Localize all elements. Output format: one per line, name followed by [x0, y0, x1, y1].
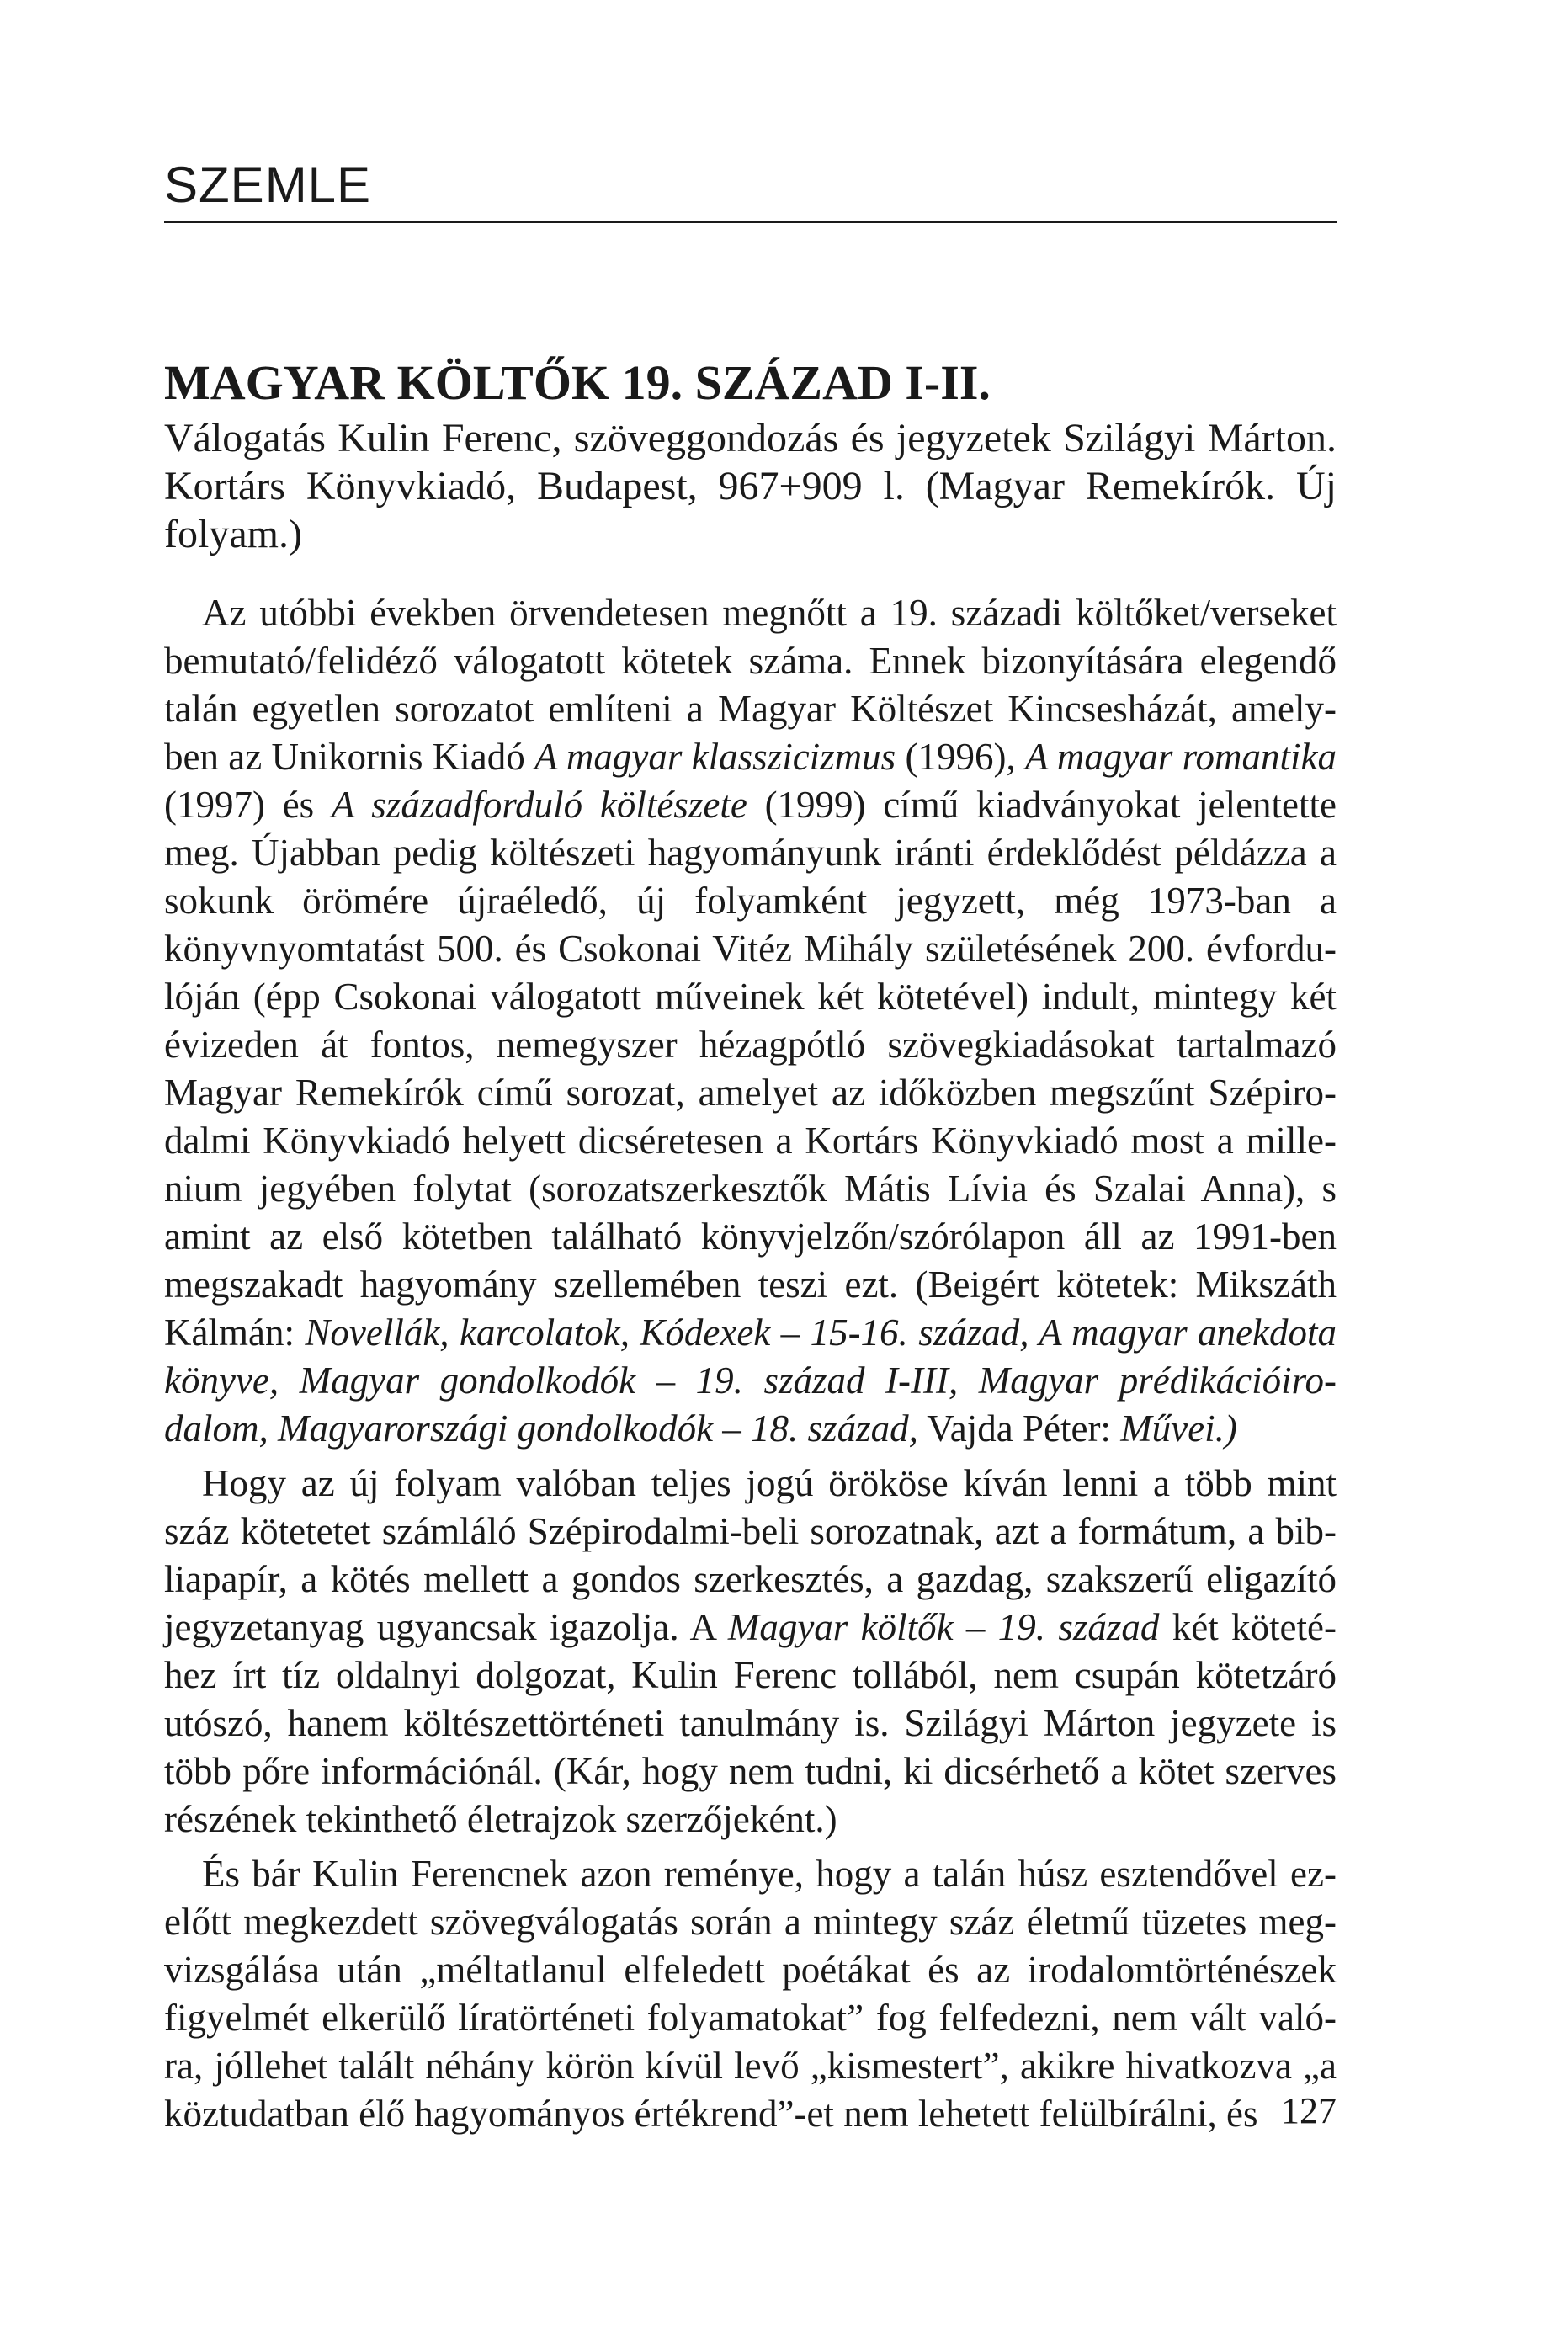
body-text: Az utóbbi években örvendetesen megnőtt a 19. századi költőket/verseket bemutató/felidéző válogatott kötetek száma. Ennek bizonyítására elegendő talán egyetlen sorozatot említeni a Magyar Költészet Kincsesházát, amelyben az Unikornis Kiadó: [164, 592, 1337, 778]
italic-title-text: Magyar költők – 19. század: [727, 1606, 1160, 1648]
italic-title-text: A magyar klasszicizmus: [534, 736, 896, 778]
article-title: MAGYAR KÖLTŐK 19. SZÁZAD I-II.: [164, 355, 991, 410]
article-body: [164, 589, 1337, 2138]
body-text: két kötetéhez írt tíz oldalnyi dolgozat, Kulin Ferenc tollából, nem csupán kötetzáró utószó, hanem költészettörténeti tanulmány is. Szilágyi Márton jegyzete is több pőre információnál. (Kár, hogy nem tudni, ki dicsérhető a kötet szerves részének tekinthető életrajzok szerzőjeként.): [164, 1606, 1337, 1840]
body-text: (1996),: [896, 736, 1025, 778]
italic-title-text: Novellák, karcolatok, Kódexek – 15-16. század, A magyar anekdota könyve, Magyar gondolkodók – 19. század I-III, Magyar prédikációirodalom, Magyarországi gondolkodók – 18. század,: [164, 1311, 1337, 1450]
body-text: Vajda Péter:: [917, 1407, 1121, 1450]
italic-title-text: Művei.): [1120, 1407, 1237, 1450]
bibliographic-info: Válogatás Kulin Ferenc, szöveggondozás és jegyzetek Szilágyi Márton. Kortárs Könyvkiadó, Budapest, 967+909 l. (Magyar Remekírók. Új folyam.): [164, 416, 1337, 556]
body-text: És bár Kulin Ferencnek azon reménye, hogy a talán húsz esztendővel ezelőtt megkezdett szövegválogatás során a mintegy száz életmű tüzetes megvizsgálása után „méltatlanul elfeledett poétákat és az irodalomtörténészek figyelmét elkerülő líratörténeti folyamatokat” fog felfedezni, nem vált valóra, jóllehet talált néhány körön kívül levő „kismestert”, akikre hivatkozva „a köztudatban élő hagyományos értékrend”-et nem lehetett felülbírálni, és: [164, 1853, 1337, 2135]
body-text: Hogy az új folyam valóban teljes jogú örököse kíván lenni a több mint száz kötetetet számláló Szépirodalmi-beli sorozatnak, azt a formátum, a bibliapapír, a kötés mellett a gondos szerkesztés, a gazdag, szakszerű eligazító jegyzetanyag ugyancsak igazolja. A: [164, 1462, 1337, 1648]
paragraph-3: [164, 1850, 1337, 2138]
page-number: 127: [1281, 2090, 1337, 2131]
section-header: SZEMLE: [164, 160, 1337, 223]
body-text: (1999) című kiadványokat jelentette meg. Újabban pedig költészeti hagyományunk iránti érdeklődést példázza a sokunk örömére újraéledő, új folyamként jegyzett, még 1973-ban a könyvnyomtatást 500. és Csokonai Vitéz Mihály születésének 200. évfordulóján (épp Csokonai válogatott műveinek két kötetével) indult, mintegy két évizeden át fontos, nemegyszer hézagpótló szövegkiadásokat tartalmazó Magyar Remekírók című sorozat, amelyet az időközben megszűnt Szépirodalmi Könyvkiadó helyett dicséretesen a Kortárs Könyvkiadó most a millenium jegyében folytat (sorozatszerkesztők Mátis Lívia és Szalai Anna), s amint az első kötetben található könyvjelzőn/szórólapon áll az 1991-ben megszakadt hagyomány szellemében teszi ezt. (Beigért kötetek: Mikszáth Kálmán:: [164, 784, 1337, 1354]
paragraph-2: [164, 1460, 1337, 1843]
italic-title-text: A magyar romantika: [1024, 736, 1337, 778]
body-text: (1997) és: [164, 784, 332, 826]
paragraph-1: [164, 589, 1337, 1453]
italic-title-text: A századforduló költészete: [331, 784, 747, 826]
